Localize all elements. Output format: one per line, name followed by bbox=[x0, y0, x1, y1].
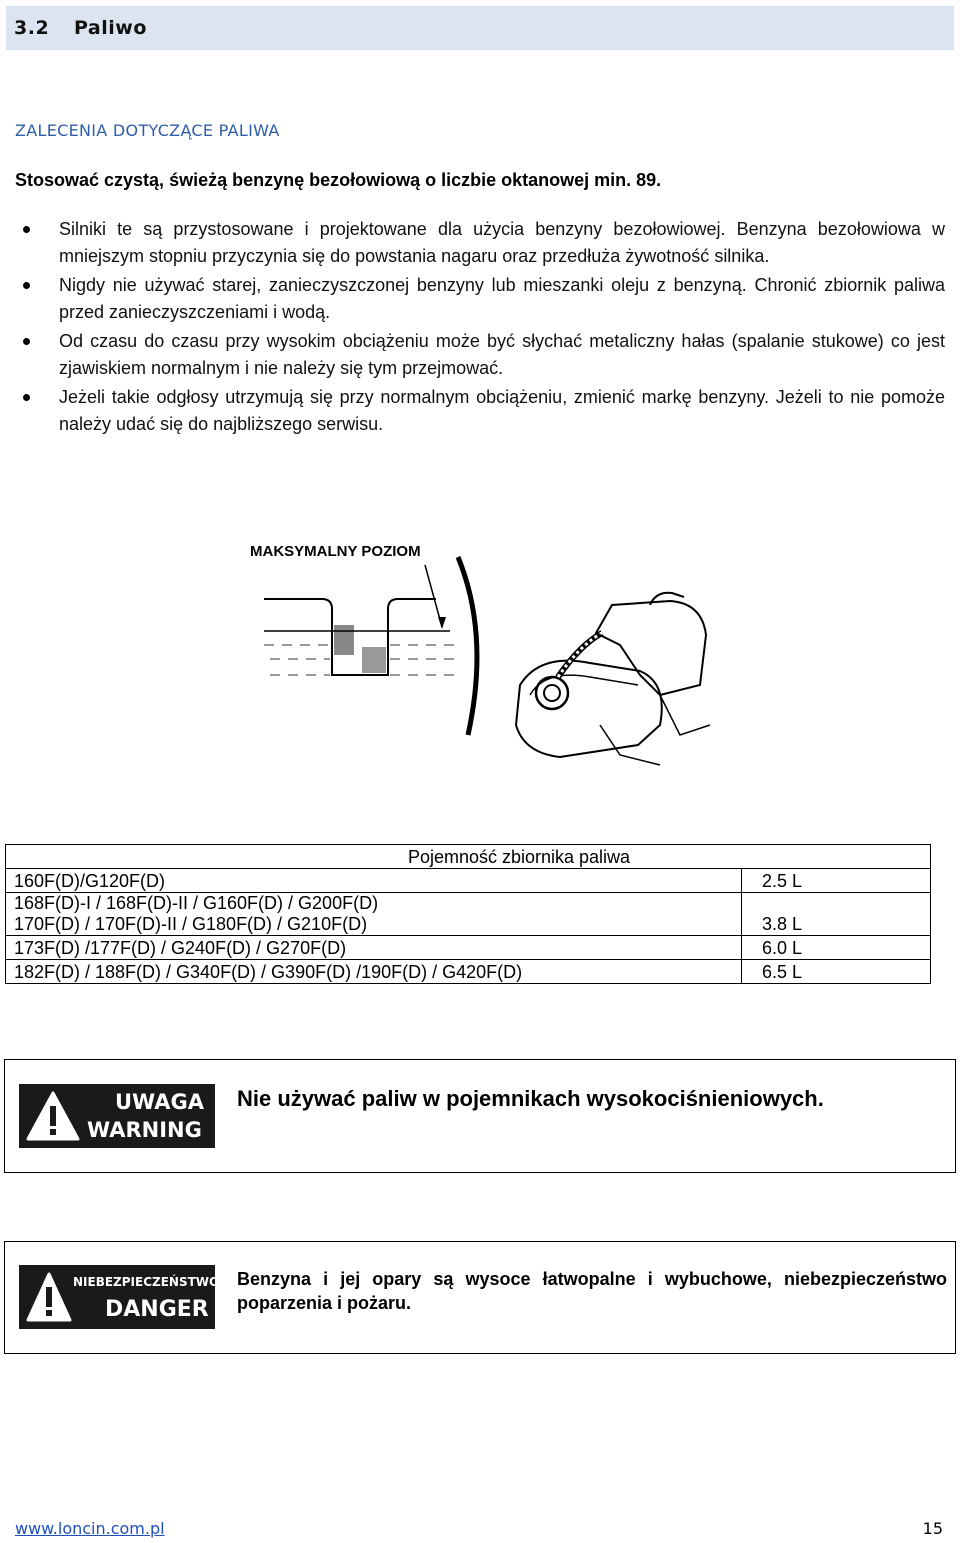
fuel-capacity-table bbox=[5, 844, 931, 984]
bullet-icon bbox=[23, 226, 30, 233]
website-link[interactable]: www.loncin.com.pl bbox=[15, 1519, 165, 1538]
warning-notice bbox=[4, 1059, 956, 1173]
table-row bbox=[6, 960, 931, 984]
table-cell-capacity: 6.5 L bbox=[742, 960, 931, 984]
table-header: Pojemność zbiornika paliwa bbox=[6, 845, 931, 869]
table-cell-models: 160F(D)/G120F(D) bbox=[6, 869, 742, 893]
fuel-level-figure bbox=[240, 535, 720, 795]
warning-triangle-icon bbox=[25, 1090, 81, 1142]
table-header-row bbox=[6, 845, 931, 869]
page-number: 15 bbox=[922, 1519, 943, 1538]
danger-sign bbox=[19, 1265, 220, 1329]
section-number: 3.2 bbox=[14, 17, 50, 39]
warning-text: Nie używać paliw w pojemnikach wysokociśnieniowych. bbox=[237, 1086, 824, 1111]
figure-label: MAKSYMALNY POZIOM bbox=[250, 543, 421, 560]
recommendation-list bbox=[15, 216, 945, 440]
danger-sign-label-en: DANGER bbox=[105, 1297, 209, 1322]
list-item: Jeżeli takie odgłosy utrzymują się przy normalnym obciążeniu, zmienić markę benzyny. Jeżeli to nie pomoże należy udać się do najbliższego serwisu. bbox=[15, 384, 945, 438]
table-row bbox=[6, 869, 931, 893]
section-header bbox=[6, 6, 954, 50]
lead-sentence: Stosować czystą, świeżą benzynę bezołowiową o liczbie oktanowej min. 89. bbox=[15, 170, 662, 190]
table-cell-models: 168F(D)-I / 168F(D)-II / G160F(D) / G200F(D) 170F(D) / 170F(D)-II / G180F(D) / G210F(D) bbox=[6, 893, 742, 936]
bullet-icon bbox=[23, 338, 30, 345]
table-cell-capacity: 3.8 L bbox=[742, 893, 931, 936]
list-item: Silniki te są przystosowane i projektowane dla użycia benzyny bezołowiowej. Benzyna bezołowiowa w mniejszym stopniu przyczynia się do powstania nagaru oraz przedłuża żywotność silnika. bbox=[15, 216, 945, 270]
danger-triangle-icon bbox=[25, 1271, 73, 1323]
bullet-icon bbox=[23, 394, 30, 401]
table-row bbox=[6, 936, 931, 960]
warning-sign bbox=[19, 1084, 215, 1148]
table-row bbox=[6, 893, 931, 936]
fuel-tank-illustration bbox=[240, 535, 720, 795]
list-item: Od czasu do czasu przy wysokim obciążeniu może być słychać metaliczny hałas (spalanie stukowe) co jest zjawiskiem normalnym i nie należy się tym przejmować. bbox=[15, 328, 945, 382]
danger-notice bbox=[4, 1241, 956, 1354]
table-cell-models: 182F(D) / 188F(D) / G340F(D) / G390F(D) /190F(D) / G420F(D) bbox=[6, 960, 742, 984]
section-title: Paliwo bbox=[74, 17, 147, 39]
table-cell-capacity: 6.0 L bbox=[742, 936, 931, 960]
table-cell-capacity: 2.5 L bbox=[742, 869, 931, 893]
table-cell-models: 173F(D) /177F(D) / G240F(D) / G270F(D) bbox=[6, 936, 742, 960]
warning-sign-label-pl: UWAGA bbox=[115, 1090, 205, 1114]
bullet-icon bbox=[23, 282, 30, 289]
danger-sign-label-pl: NIEBEZPIECZEŃSTWO bbox=[73, 1275, 220, 1289]
subheading: ZALECENIA DOTYCZĄCE PALIWA bbox=[15, 121, 280, 140]
warning-sign-label-en: WARNING bbox=[87, 1118, 202, 1142]
danger-text: Benzyna i jej opary są wysoce łatwopalne i wybuchowe, niebezpieczeństwo poparzenia i pożaru. bbox=[237, 1269, 947, 1313]
list-item: Nigdy nie używać starej, zanieczyszczonej benzyny lub mieszanki oleju z benzyną. Chronić zbiornik paliwa przed zanieczyszczeniami i wodą. bbox=[15, 272, 945, 326]
